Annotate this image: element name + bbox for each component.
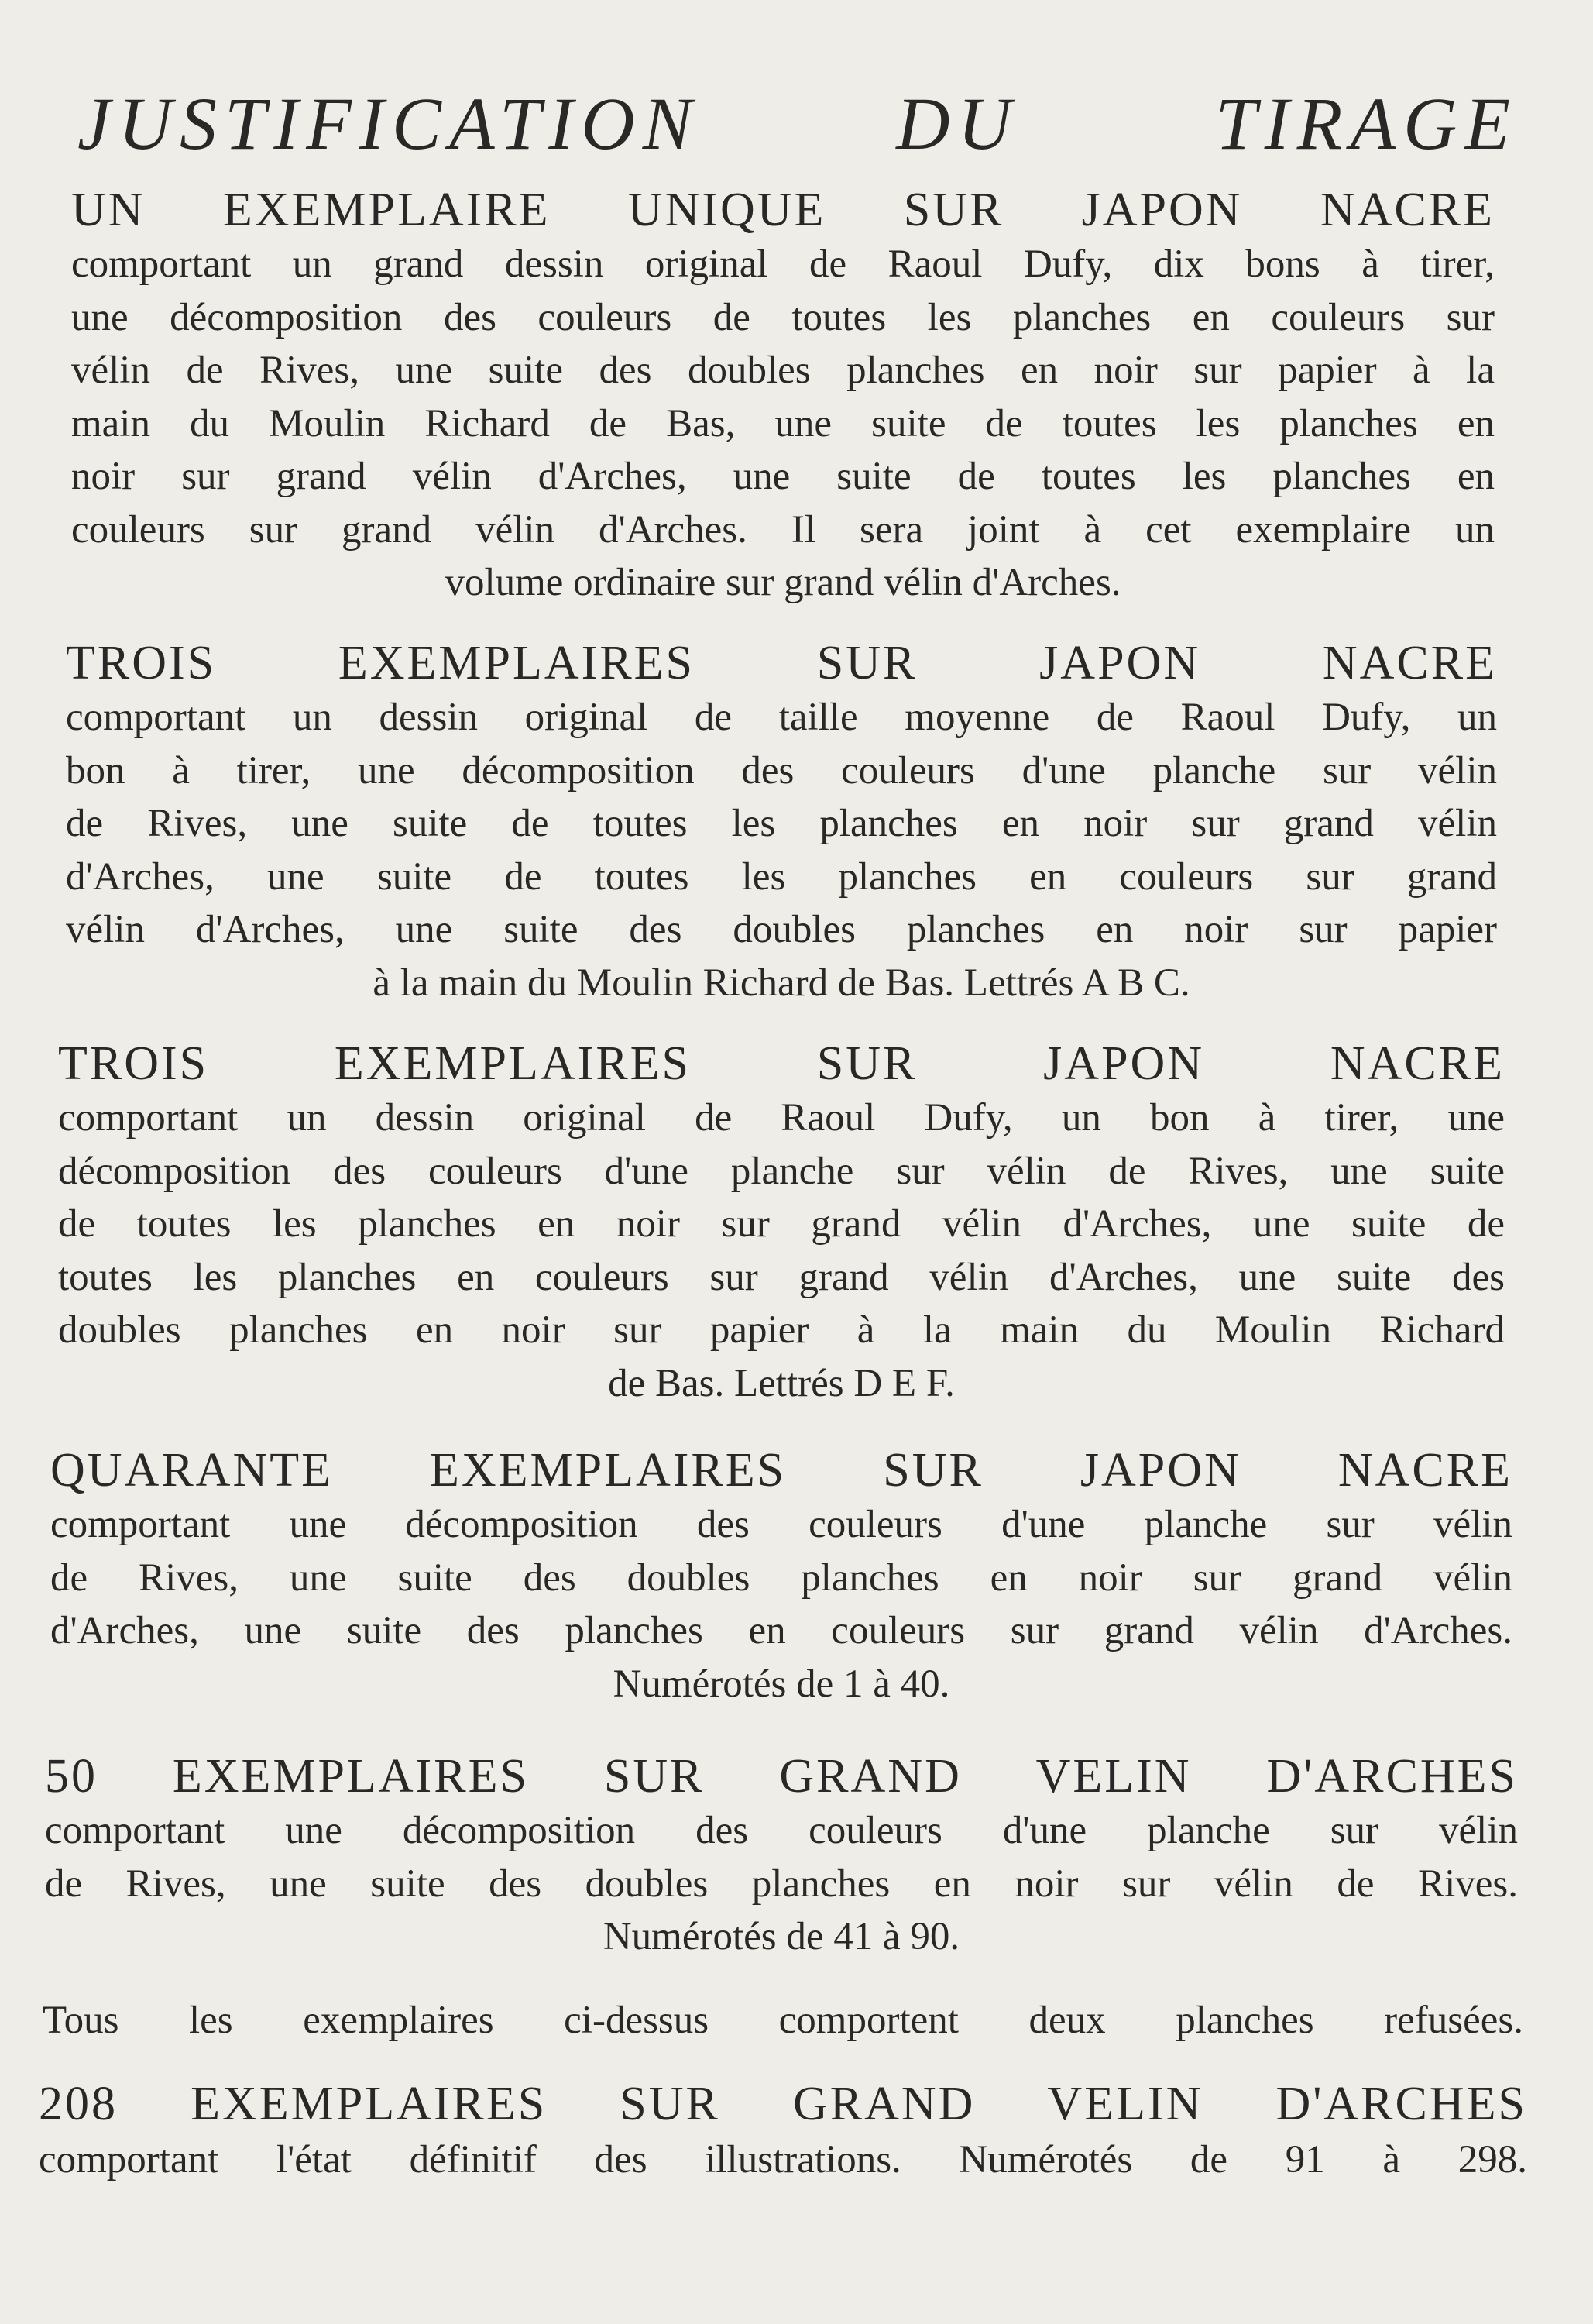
section-last-line: volume ordinaire sur grand vélin d'Arches. [445, 561, 1121, 604]
section-line: de Rives, une suite des doubles planches en noir sur grand vélin [50, 1556, 1512, 1600]
section-last-line: de Bas. Lettrés D E F. [608, 1361, 955, 1405]
section-50-grand-velin [45, 1748, 1518, 1964]
section-quarante-japon-nacre [50, 1442, 1512, 1710]
section-line: décomposition des couleurs d'une planche sur vélin de Rives, une suite [58, 1149, 1505, 1193]
section-line: comportant un dessin original de taille moyenne de Raoul Dufy, un [66, 696, 1497, 739]
section-heading: TROIS EXEMPLAIRES SUR JAPON NACRE [66, 637, 1497, 689]
section-line: vélin de Rives, une suite des doubles planches en noir sur papier à la [71, 349, 1495, 392]
section-last-line: à la main du Moulin Richard de Bas. Lettrés A B C. [373, 961, 1190, 1005]
section-line: main du Moulin Richard de Bas, une suite de toutes les planches en [71, 401, 1495, 445]
section-heading: TROIS EXEMPLAIRES SUR JAPON NACRE [58, 1037, 1505, 1090]
section-line: comportant une décomposition des couleurs d'une planche sur vélin [45, 1809, 1518, 1852]
section-heading: UN EXEMPLAIRE UNIQUE SUR JAPON NACRE [71, 184, 1495, 236]
section-line: bon à tirer, une décomposition des couleurs d'une planche sur vélin [66, 748, 1497, 792]
section-line: de Rives, une suite de toutes les planches en noir sur grand vélin [66, 802, 1497, 845]
section-trois-japon-nacre-abc [66, 635, 1497, 1009]
section-line: de Rives, une suite des doubles planches en noir sur vélin de Rives. [45, 1862, 1518, 1906]
section-line: doubles planches en noir sur papier à la main du Moulin Richard [58, 1308, 1505, 1352]
section-line: toutes les planches en couleurs sur grand vélin d'Arches, une suite des [58, 1255, 1505, 1299]
section-line: vélin d'Arches, une suite des doubles planches en noir sur papier [66, 908, 1497, 951]
section-line: comportant un grand dessin original de Raoul Dufy, dix bons à tirer, [71, 242, 1495, 286]
section-line: de toutes les planches en noir sur grand vélin d'Arches, une suite de [58, 1202, 1505, 1246]
section-line: comportant l'état définitif des illustrations. Numérotés de 91 à 298. [39, 2138, 1527, 2181]
section-line: comportant une décomposition des couleurs d'une planche sur vélin [50, 1503, 1512, 1546]
section-208-grand-velin [39, 2076, 1527, 2188]
section-line: noir sur grand vélin d'Arches, une suite de toutes les planches en [71, 455, 1495, 498]
section-line: comportant un dessin original de Raoul Dufy, un bon à tirer, une [58, 1096, 1505, 1140]
refused-plates-note [43, 1992, 1523, 2048]
section-line: d'Arches, une suite de toutes les planches en couleurs sur grand [66, 854, 1497, 899]
section-last-line: Numérotés de 1 à 40. [613, 1662, 950, 1706]
section-trois-japon-nacre-def [58, 1036, 1505, 1410]
section-unique-japon-nacre [71, 182, 1495, 610]
section-line: d'Arches, une suite des planches en couleurs sur grand vélin d'Arches. [50, 1609, 1512, 1652]
section-heading: 208 EXEMPLAIRES SUR GRAND VELIN D'ARCHES [39, 2078, 1527, 2130]
section-heading: QUARANTE EXEMPLAIRES SUR JAPON NACRE [50, 1444, 1512, 1497]
section-line: une décomposition des couleurs de toutes les planches en couleurs sur [71, 295, 1495, 339]
section-heading: 50 EXEMPLAIRES SUR GRAND VELIN D'ARCHES [45, 1750, 1518, 1803]
section-last-line: Numérotés de 41 à 90. [603, 1915, 960, 1958]
section-line: couleurs sur grand vélin d'Arches. Il sera joint à cet exemplaire un [71, 507, 1495, 552]
note-line: Tous les exemplaires ci-dessus comportent deux planches refusées. [43, 1999, 1523, 2042]
page-title: JUSTIFICATION DU TIRAGE [77, 82, 1518, 165]
